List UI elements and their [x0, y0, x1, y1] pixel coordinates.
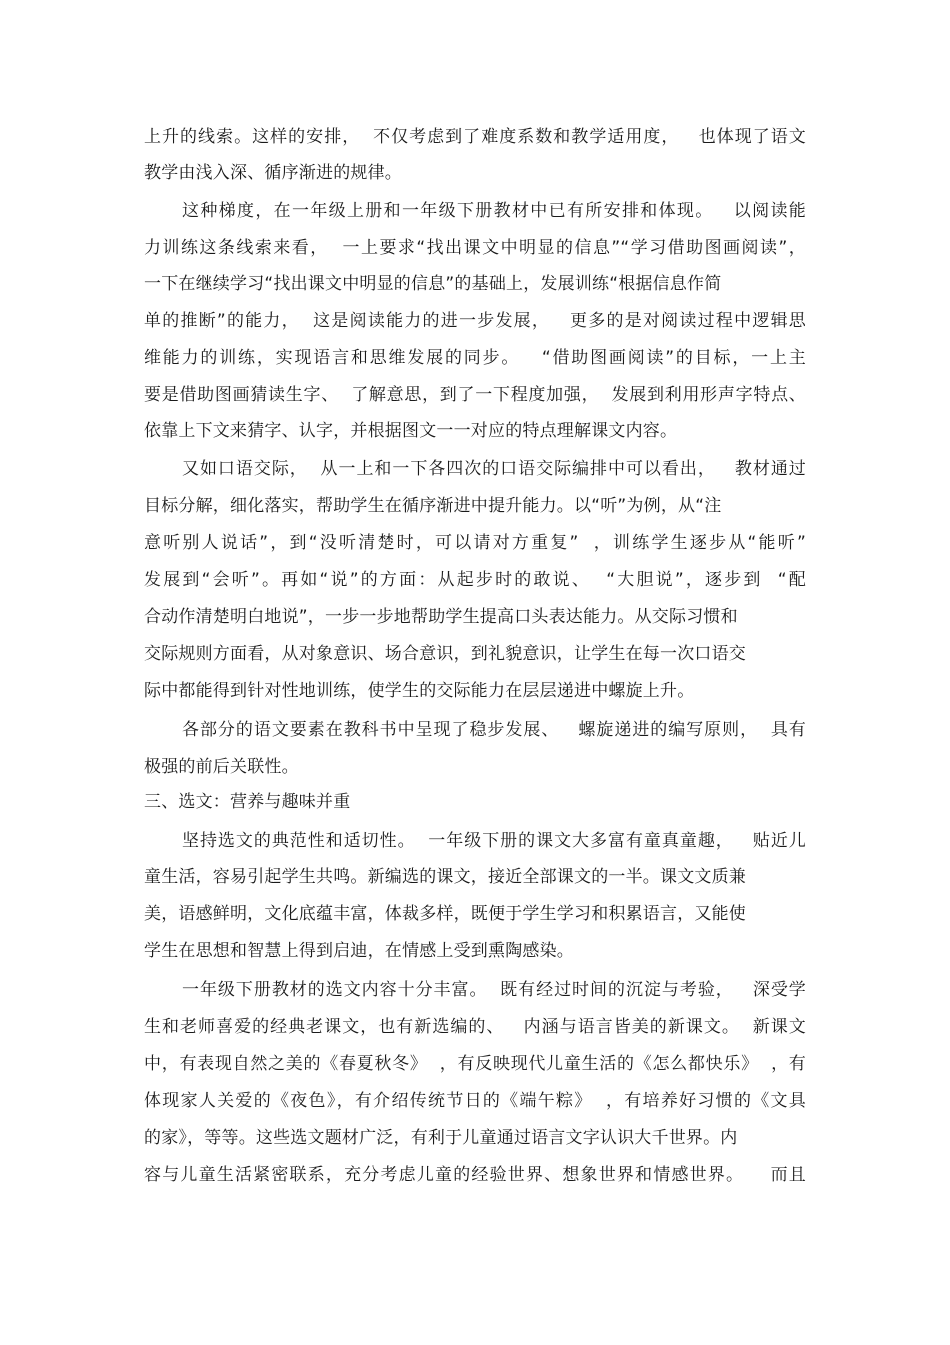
text-line: 目标分解，细化落实，帮助学生在循序渐进中提升能力。以“听”为例，从“注: [144, 496, 722, 516]
text-line: 生和老师喜爱的经典老课文，也有新选编的、 内涵与语言皆美的新课文。 新课文: [144, 1017, 806, 1037]
text-line: 意听别人说话”，到“没听清楚时，可以请对方重复” ，训练学生逐步从“能听”: [144, 533, 806, 553]
text-line: 单的推断”的能力， 这是阅读能力的进一步发展， 更多的是对阅读过程中逻辑思: [144, 311, 806, 331]
text-line: 上升的线索。这样的安排， 不仅考虑到了难度系数和教学适用度， 也体现了语文: [144, 127, 806, 147]
text-line: 这种梯度，在一年级上册和一年级下册教材中已有所安排和体现。 以阅读能: [182, 201, 806, 221]
text-line: 一年级下册教材的选文内容十分丰富。 既有经过时间的沉淀与考验， 深受学: [182, 980, 806, 1000]
text-line: 合动作清楚明白地说”，一步一步地帮助学生提高口头表达能力。从交际习惯和: [144, 607, 738, 627]
text-line: 容与儿童生活紧密联系，充分考虑儿童的经验世界、想象世界和情感世界。 而且: [144, 1165, 806, 1185]
text-line: 极强的前后关联性。: [144, 757, 299, 777]
text-line: 各部分的语文要素在教科书中呈现了稳步发展、 螺旋递进的编写原则， 具有: [182, 720, 806, 740]
text-line: 教学由浅入深、循序渐进的规律。: [144, 163, 402, 183]
text-line: 发展到“会听”。再如“说”的方面：从起步时的敢说、 “大胆说”，逐步到 “配: [144, 570, 806, 590]
text-line: 依靠上下文来猜字、认字，并根据图文一一对应的特点理解课文内容。: [144, 421, 678, 441]
text-line: 一下在继续学习“找出课文中明显的信息”的基础上，发展训练“根据信息作简: [144, 274, 722, 294]
text-line: 又如口语交际， 从一上和一下各四次的口语交际编排中可以看出， 教材通过: [182, 459, 806, 479]
text-line: 体现家人关爱的《夜色》，有介绍传统节日的《端午粽》 ，有培养好习惯的《文具: [144, 1091, 806, 1111]
text-line: 美，语感鲜明，文化底蕴丰富，体裁多样，既便于学生学习和积累语言，又能使: [144, 904, 746, 924]
text-line: 交际规则方面看，从对象意识、场合意识，到礼貌意识，让学生在每一次口语交: [144, 644, 746, 664]
text-line: 的家》，等等。这些选文题材广泛，有利于儿童通过语言文字认识大千世界。内: [144, 1128, 738, 1148]
text-line: 要是借助图画猜读生字、 了解意思，到了一下程度加强， 发展到利用形声字特点、: [144, 385, 806, 405]
text-line: 力训练这条线索来看， 一上要求“找出课文中明显的信息”“学习借助图画阅读”，: [144, 238, 806, 258]
text-line: 学生在思想和智慧上得到启迪，在情感上受到熏陶感染。: [144, 941, 574, 961]
text-line: 中，有表现自然之美的《春夏秋冬》 ，有反映现代儿童生活的《怎么都快乐》 ，有: [144, 1054, 806, 1074]
text-line: 童生活，容易引起学生共鸣。新编选的课文，接近全部课文的一半。课文文质兼: [144, 867, 746, 887]
section-heading: 三、选文：营养与趣味并重: [144, 792, 351, 812]
text-line: 坚持选文的典范性和适切性。 一年级下册的课文大多富有童真童趣， 贴近儿: [182, 831, 806, 851]
text-line: 际中都能得到针对性地训练，使学生的交际能力在层层递进中螺旋上升。: [144, 681, 695, 701]
text-line: 维能力的训练，实现语言和思维发展的同步。 “借助图画阅读”的目标，一上主: [144, 348, 806, 368]
